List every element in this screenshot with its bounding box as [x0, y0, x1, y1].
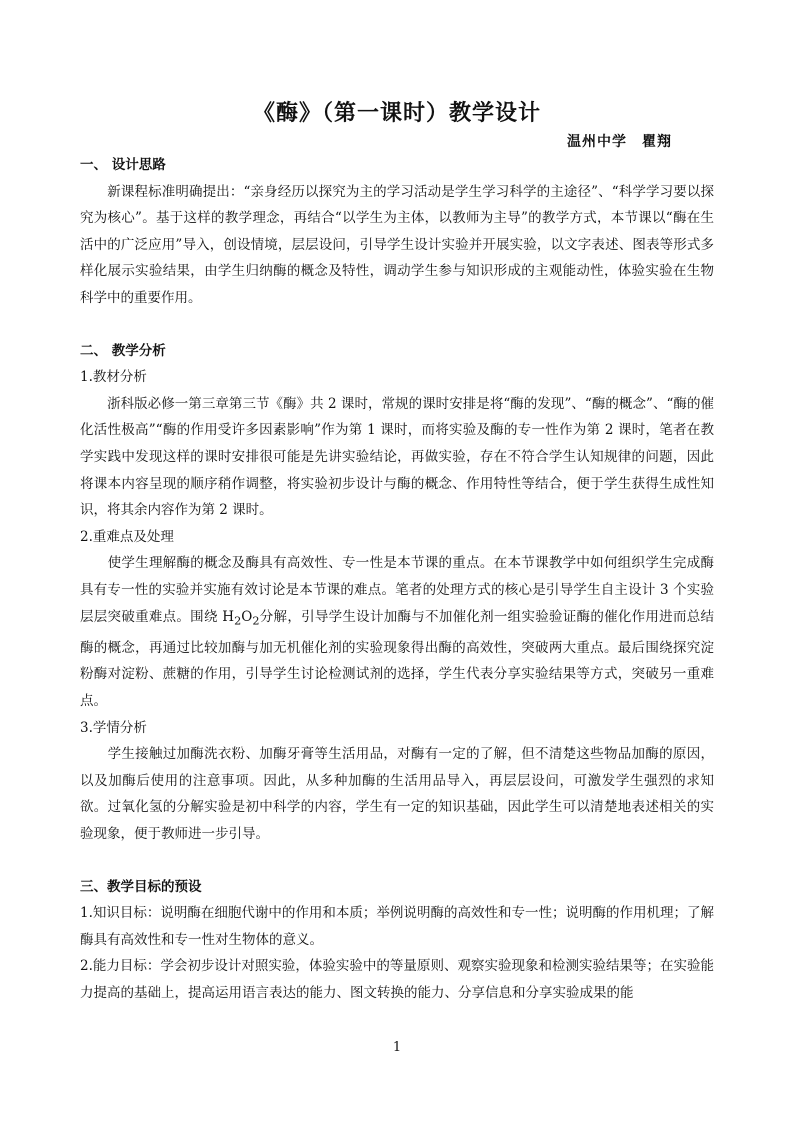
subheading-textbook: 1.教材分析: [80, 369, 147, 386]
goal-knowledge: 1.知识目标：说明酶在细胞代谢中的作用和本质；举例说明酶的高效性和专一性；说明酶的作用机理；了解酶具有高效性和专一性对生物体的意义。: [80, 905, 714, 948]
subheading-learners: 3.学情分析: [80, 719, 147, 736]
text-part: O: [241, 608, 253, 625]
spacer: [80, 312, 714, 338]
subheading-key-points: 2.重难点及处理: [80, 528, 174, 545]
paragraph-design: 新课程标准明确提出：“亲身经历以探究为主的学习活动是学生学习科学的主途径”、“科学学习要以探究为核心”。基于这样的教学理念，再结合“以学生为主体，以教师为主导”的教学方式，本节课以“酶在生活中的广泛应用”导入，创设情境，层层设问，引导学生设计实验并开展实验，以文字表述、图表等形式多样化展示实验结果，由学生归纳酶的概念及特性，调动学生参与知识形成的主观能动性，体验实验在生物科学中的重要作用。: [80, 183, 714, 306]
paragraph-textbook: 浙科版必修一第三章第三节《酶》共 2 课时，常规的课时安排是将“酶的发现”、“酶的概念”、“酶的催化活性极高”“酶的作用受许多因素影响”作为第 1 课时，而将实验及酶的专一性作为第 2 课时，笔者在教学实践中发现这样的课时安排很可能是先讲实验结论，再做实验，存在不符合学生认知规律的问题，因此将课本内容呈现的顺序稍作调整，将实验初步设计与酶的概念、作用特性等结合，便于学生获得生成性知识，将其余内容作为第 2 课时。: [80, 395, 714, 519]
text-part: 分解，引导学生设计加酶与不加催化剂一组实验验证酶的催化作用进而总结酶的概念，再通过比较加酶与加无机催化剂的实验现象得出酶的高效性，突破两大重点。最后围绕探究淀粉酶对淀粉、蔗糖的作用，引导学生讨论检测试剂的选择，学生代表分享实验结果等方式，突破另一重难点。: [80, 608, 714, 709]
goal-ability: 2.能力目标：学会初步设计对照实验，体验实验中的等量原则、观察实验现象和检测实验结果等；在实验能力提高的基础上，提高运用语言表达的能力、图文转换的能力、分享信息和分享实验成果的能: [80, 958, 714, 1001]
paragraph-key-points: [80, 550, 714, 714]
text-part: 使学生理解酶的概念及酶具有高效性、专一性是本节课的重点。在本节课教学中如何组织学生完成酶具有专一性的实验并实施有效讨论是本节课的难点。笔者的处理方式的核心是引导学生自主设计 3 个实验层层突破重难点。围绕 H: [80, 555, 714, 625]
document-title: 《酶》（第一课时）教学设计: [252, 100, 541, 126]
spacer: [80, 848, 714, 874]
section-heading-analysis: 二、 教学分析: [80, 342, 166, 359]
document-body: [80, 152, 714, 1007]
document-author: 温州中学 瞿翔: [567, 134, 672, 150]
page-number: 1: [392, 1040, 402, 1055]
paragraph-learners: 学生接触过加酶洗衣粉、加酶牙膏等生活用品，对酶有一定的了解，但不清楚这些物品加酶的原因，以及加酶后使用的注意事项。因此，从多种加酶的生活用品导入，再层层设问，可激发学生强烈的求知欲。过氧化氢的分解实验是初中科学的内容，学生有一定的知识基础，因此学生可以清楚地表述相关的实验现象，便于教师进一步引导。: [80, 746, 714, 842]
subscript: 2: [234, 614, 242, 628]
section-heading-goals: 三、教学目标的预设: [80, 878, 202, 895]
subscript: 2: [252, 614, 260, 628]
section-heading-design: 一、 设计思路: [80, 157, 166, 173]
